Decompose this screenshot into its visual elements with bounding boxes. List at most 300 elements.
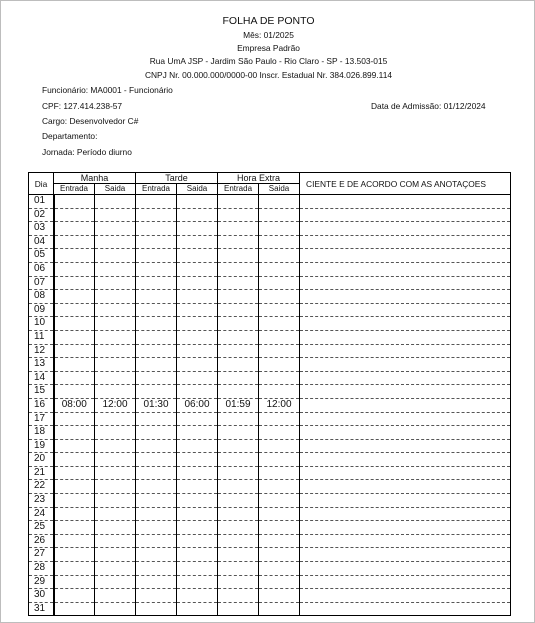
employee-schedule: Jornada: Período diurno (42, 147, 132, 157)
acknowledgement-cell (300, 276, 511, 290)
acknowledgement-cell (300, 195, 511, 209)
afternoon-saida-cell (177, 276, 218, 290)
overtime-saida-cell (259, 534, 300, 548)
table-row (29, 562, 511, 576)
table-row (29, 439, 511, 453)
overtime-entrada-cell (218, 548, 259, 562)
afternoon-saida-cell (177, 453, 218, 467)
morning-entrada-header: Entrada (54, 184, 95, 195)
afternoon-saida-cell (177, 195, 218, 209)
afternoon-entrada-cell (136, 262, 177, 276)
day-cell: 12 (29, 344, 54, 358)
day-cell: 21 (29, 466, 54, 480)
morning-saida-cell (95, 466, 136, 480)
table-row (29, 262, 511, 276)
day-cell: 29 (29, 575, 54, 589)
day-cell: 03 (29, 222, 54, 236)
document-title: FOLHA DE PONTO (222, 15, 315, 27)
day-cell: 18 (29, 426, 54, 440)
table-row (29, 602, 511, 616)
acknowledgement-cell (300, 602, 511, 616)
day-cell: 14 (29, 371, 54, 385)
afternoon-entrada-cell (136, 575, 177, 589)
morning-entrada-cell (54, 222, 95, 236)
afternoon-saida-cell (177, 344, 218, 358)
overtime-entrada-cell (218, 507, 259, 521)
acknowledgement-cell (300, 575, 511, 589)
day-column-header: Dia (29, 173, 54, 195)
acknowledgement-cell (300, 562, 511, 576)
overtime-saida-cell (259, 317, 300, 331)
morning-saida-cell (95, 222, 136, 236)
table-row (29, 317, 511, 331)
day-cell: 16 (29, 398, 54, 412)
morning-entrada-cell (54, 507, 95, 521)
overtime-entrada-cell (218, 412, 259, 426)
acknowledgement-cell (300, 262, 511, 276)
afternoon-saida-cell (177, 534, 218, 548)
morning-entrada-cell (54, 195, 95, 209)
afternoon-saida-cell (177, 466, 218, 480)
morning-saida-cell (95, 534, 136, 548)
overtime-saida-cell (259, 290, 300, 304)
morning-entrada-cell (54, 494, 95, 508)
afternoon-entrada-cell (136, 290, 177, 304)
acknowledgement-cell (300, 385, 511, 399)
afternoon-entrada-cell: 01:30 (136, 398, 177, 412)
morning-entrada-cell (54, 466, 95, 480)
overtime-saida-cell (259, 276, 300, 290)
acknowledgement-cell (300, 235, 511, 249)
afternoon-entrada-cell (136, 466, 177, 480)
overtime-entrada-cell (218, 330, 259, 344)
overtime-saida-cell (259, 412, 300, 426)
day-cell: 01 (29, 195, 54, 209)
overtime-entrada-cell (218, 521, 259, 535)
day-cell: 31 (29, 602, 54, 616)
afternoon-saida-cell (177, 358, 218, 372)
overtime-entrada-cell (218, 466, 259, 480)
afternoon-saida-cell (177, 548, 218, 562)
acknowledgement-cell (300, 330, 511, 344)
afternoon-entrada-cell (136, 344, 177, 358)
morning-entrada-cell (54, 208, 95, 222)
afternoon-saida-cell (177, 385, 218, 399)
overtime-saida-cell (259, 371, 300, 385)
afternoon-saida-cell (177, 602, 218, 616)
table-row (29, 195, 511, 209)
afternoon-saida-cell (177, 426, 218, 440)
afternoon-entrada-cell (136, 412, 177, 426)
acknowledgement-cell (300, 398, 511, 412)
overtime-saida-cell (259, 507, 300, 521)
overtime-entrada-cell (218, 575, 259, 589)
overtime-saida-cell (259, 303, 300, 317)
afternoon-saida-cell (177, 412, 218, 426)
overtime-entrada-cell (218, 344, 259, 358)
afternoon-entrada-cell (136, 371, 177, 385)
day-cell: 30 (29, 589, 54, 603)
afternoon-saida-cell (177, 303, 218, 317)
afternoon-saida-cell (177, 235, 218, 249)
afternoon-entrada-cell (136, 480, 177, 494)
day-cell: 22 (29, 480, 54, 494)
morning-saida-cell (95, 317, 136, 331)
afternoon-saida-header: Saida (177, 184, 218, 195)
table-row (29, 521, 511, 535)
afternoon-entrada-cell (136, 534, 177, 548)
day-cell: 04 (29, 235, 54, 249)
day-cell: 23 (29, 494, 54, 508)
afternoon-entrada-cell (136, 453, 177, 467)
table-row (29, 507, 511, 521)
overtime-saida-cell (259, 575, 300, 589)
morning-saida-cell (95, 453, 136, 467)
acknowledgement-cell (300, 521, 511, 535)
morning-saida-cell (95, 507, 136, 521)
overtime-entrada-cell (218, 385, 259, 399)
morning-saida-cell (95, 358, 136, 372)
overtime-saida-cell (259, 344, 300, 358)
morning-entrada-cell (54, 317, 95, 331)
afternoon-entrada-cell (136, 235, 177, 249)
morning-entrada-cell (54, 344, 95, 358)
company-address: Rua UmA JSP - Jardim São Paulo - Rio Claro - SP - 13.503-015 (149, 56, 388, 66)
morning-entrada-cell (54, 534, 95, 548)
overtime-entrada-cell (218, 317, 259, 331)
overtime-saida-cell (259, 439, 300, 453)
afternoon-entrada-cell (136, 249, 177, 263)
morning-saida-cell (95, 575, 136, 589)
morning-entrada-cell (54, 602, 95, 616)
table-row (29, 385, 511, 399)
overtime-entrada-cell (218, 358, 259, 372)
company-registration: CNPJ Nr. 00.000.000/0000-00 Inscr. Estadual Nr. 384.026.899.114 (144, 70, 393, 80)
day-cell: 28 (29, 562, 54, 576)
table-row (29, 426, 511, 440)
overtime-saida-cell (259, 548, 300, 562)
afternoon-entrada-cell (136, 589, 177, 603)
overtime-entrada-header: Entrada (218, 184, 259, 195)
table-row (29, 494, 511, 508)
table-row (29, 466, 511, 480)
table-row (29, 575, 511, 589)
employee-cpf: CPF: 127.414.238-57 (42, 101, 123, 111)
afternoon-saida-cell (177, 330, 218, 344)
overtime-saida-cell (259, 235, 300, 249)
acknowledgement-header: CIENTE E DE ACORDO COM AS ANOTAÇOES (300, 173, 511, 195)
overtime-entrada-cell (218, 195, 259, 209)
acknowledgement-cell (300, 208, 511, 222)
table-row (29, 412, 511, 426)
morning-entrada-cell (54, 453, 95, 467)
overtime-saida-cell (259, 589, 300, 603)
morning-saida-cell: 12:00 (95, 398, 136, 412)
employee-department: Departamento: (42, 131, 98, 141)
acknowledgement-cell (300, 358, 511, 372)
table-row (29, 303, 511, 317)
acknowledgement-cell (300, 412, 511, 426)
morning-saida-cell (95, 208, 136, 222)
table-row (29, 276, 511, 290)
table-row (29, 589, 511, 603)
morning-saida-cell (95, 385, 136, 399)
afternoon-entrada-cell (136, 317, 177, 331)
morning-entrada-cell: 08:00 (54, 398, 95, 412)
overtime-entrada-cell (218, 480, 259, 494)
overtime-saida-cell (259, 262, 300, 276)
overtime-saida-cell (259, 480, 300, 494)
morning-entrada-cell (54, 276, 95, 290)
day-cell: 07 (29, 276, 54, 290)
afternoon-entrada-cell (136, 494, 177, 508)
overtime-entrada-cell (218, 589, 259, 603)
table-row (29, 358, 511, 372)
morning-group-header: Manha (54, 173, 136, 184)
morning-entrada-cell (54, 439, 95, 453)
afternoon-saida-cell (177, 575, 218, 589)
month-label: Mês: 01/2025 (243, 30, 294, 40)
day-cell: 09 (29, 303, 54, 317)
day-cell: 08 (29, 290, 54, 304)
day-cell: 15 (29, 385, 54, 399)
morning-saida-header: Saida (95, 184, 136, 195)
afternoon-saida-cell (177, 439, 218, 453)
employee-name: Funcionário: MA0001 - Funcionário (42, 85, 173, 95)
overtime-entrada-cell (218, 276, 259, 290)
employee-role: Cargo: Desenvolvedor C# (42, 116, 139, 126)
afternoon-saida-cell (177, 262, 218, 276)
afternoon-saida-cell (177, 494, 218, 508)
morning-saida-cell (95, 548, 136, 562)
overtime-entrada-cell (218, 371, 259, 385)
morning-saida-cell (95, 602, 136, 616)
acknowledgement-cell (300, 534, 511, 548)
acknowledgement-cell (300, 548, 511, 562)
acknowledgement-cell (300, 589, 511, 603)
table-row (29, 548, 511, 562)
afternoon-entrada-cell (136, 222, 177, 236)
acknowledgement-cell (300, 290, 511, 304)
acknowledgement-cell (300, 249, 511, 263)
afternoon-entrada-cell (136, 562, 177, 576)
afternoon-entrada-cell (136, 330, 177, 344)
acknowledgement-cell (300, 439, 511, 453)
overtime-saida-cell (259, 494, 300, 508)
morning-entrada-cell (54, 562, 95, 576)
afternoon-saida-cell (177, 371, 218, 385)
overtime-entrada-cell (218, 494, 259, 508)
morning-entrada-cell (54, 548, 95, 562)
day-cell: 26 (29, 534, 54, 548)
morning-saida-cell (95, 480, 136, 494)
afternoon-entrada-cell (136, 208, 177, 222)
overtime-saida-cell (259, 208, 300, 222)
afternoon-entrada-cell (136, 426, 177, 440)
afternoon-group-header: Tarde (136, 173, 218, 184)
overtime-saida-cell (259, 222, 300, 236)
overtime-entrada-cell (218, 249, 259, 263)
morning-entrada-cell (54, 235, 95, 249)
table-row (29, 344, 511, 358)
table-row (29, 208, 511, 222)
day-cell: 10 (29, 317, 54, 331)
afternoon-entrada-header: Entrada (136, 184, 177, 195)
afternoon-entrada-cell (136, 439, 177, 453)
morning-entrada-cell (54, 521, 95, 535)
morning-entrada-cell (54, 385, 95, 399)
acknowledgement-cell (300, 507, 511, 521)
table-row (29, 534, 511, 548)
afternoon-saida-cell (177, 317, 218, 331)
acknowledgement-cell (300, 222, 511, 236)
morning-saida-cell (95, 562, 136, 576)
afternoon-entrada-cell (136, 195, 177, 209)
morning-saida-cell (95, 521, 136, 535)
day-cell: 05 (29, 249, 54, 263)
morning-saida-cell (95, 494, 136, 508)
overtime-saida-cell (259, 385, 300, 399)
afternoon-entrada-cell (136, 385, 177, 399)
acknowledgement-cell (300, 371, 511, 385)
day-cell: 25 (29, 521, 54, 535)
overtime-entrada-cell (218, 303, 259, 317)
morning-entrada-cell (54, 589, 95, 603)
morning-entrada-cell (54, 330, 95, 344)
overtime-saida-cell (259, 249, 300, 263)
overtime-entrada-cell (218, 534, 259, 548)
afternoon-saida-cell (177, 480, 218, 494)
morning-entrada-cell (54, 480, 95, 494)
morning-saida-cell (95, 589, 136, 603)
overtime-entrada-cell (218, 222, 259, 236)
afternoon-saida-cell (177, 521, 218, 535)
timesheet-table (28, 172, 511, 616)
table-row (29, 235, 511, 249)
overtime-saida-cell (259, 521, 300, 535)
overtime-saida-cell (259, 466, 300, 480)
morning-entrada-cell (54, 262, 95, 276)
morning-saida-cell (95, 262, 136, 276)
acknowledgement-cell (300, 480, 511, 494)
day-cell: 19 (29, 439, 54, 453)
overtime-entrada-cell (218, 602, 259, 616)
admission-date: Data de Admissão: 01/12/2024 (371, 101, 486, 111)
day-cell: 11 (29, 330, 54, 344)
morning-saida-cell (95, 249, 136, 263)
morning-saida-cell (95, 344, 136, 358)
morning-entrada-cell (54, 358, 95, 372)
afternoon-entrada-cell (136, 548, 177, 562)
afternoon-entrada-cell (136, 303, 177, 317)
afternoon-saida-cell (177, 290, 218, 304)
afternoon-saida-cell (177, 507, 218, 521)
morning-entrada-cell (54, 303, 95, 317)
overtime-saida-cell (259, 562, 300, 576)
morning-saida-cell (95, 290, 136, 304)
morning-entrada-cell (54, 371, 95, 385)
table-row (29, 398, 511, 412)
overtime-entrada-cell (218, 235, 259, 249)
overtime-entrada-cell (218, 290, 259, 304)
overtime-group-header: Hora Extra (218, 173, 300, 184)
acknowledgement-cell (300, 317, 511, 331)
acknowledgement-cell (300, 466, 511, 480)
company-name: Empresa Padrão (237, 43, 300, 53)
morning-saida-cell (95, 426, 136, 440)
afternoon-entrada-cell (136, 358, 177, 372)
overtime-entrada-cell: 01:59 (218, 398, 259, 412)
acknowledgement-cell (300, 453, 511, 467)
overtime-entrada-cell (218, 262, 259, 276)
day-cell: 13 (29, 358, 54, 372)
day-cell: 02 (29, 208, 54, 222)
overtime-saida-cell (259, 453, 300, 467)
morning-entrada-cell (54, 249, 95, 263)
day-cell: 17 (29, 412, 54, 426)
table-row (29, 330, 511, 344)
afternoon-saida-cell (177, 562, 218, 576)
table-row (29, 480, 511, 494)
overtime-saida-cell (259, 602, 300, 616)
morning-entrada-cell (54, 412, 95, 426)
morning-saida-cell (95, 412, 136, 426)
morning-saida-cell (95, 195, 136, 209)
morning-saida-cell (95, 439, 136, 453)
morning-entrada-cell (54, 575, 95, 589)
table-row (29, 371, 511, 385)
afternoon-entrada-cell (136, 507, 177, 521)
morning-saida-cell (95, 371, 136, 385)
overtime-saida-cell (259, 330, 300, 344)
timesheet-body (29, 195, 511, 616)
table-row (29, 290, 511, 304)
overtime-saida-cell (259, 426, 300, 440)
morning-saida-cell (95, 330, 136, 344)
acknowledgement-cell (300, 303, 511, 317)
overtime-entrada-cell (218, 426, 259, 440)
afternoon-saida-cell (177, 222, 218, 236)
overtime-entrada-cell (218, 453, 259, 467)
morning-saida-cell (95, 235, 136, 249)
acknowledgement-cell (300, 426, 511, 440)
overtime-entrada-cell (218, 208, 259, 222)
table-row (29, 222, 511, 236)
afternoon-entrada-cell (136, 276, 177, 290)
overtime-saida-cell (259, 358, 300, 372)
morning-entrada-cell (54, 290, 95, 304)
table-row (29, 453, 511, 467)
day-cell: 27 (29, 548, 54, 562)
day-cell: 06 (29, 262, 54, 276)
afternoon-saida-cell (177, 208, 218, 222)
afternoon-saida-cell (177, 249, 218, 263)
overtime-saida-cell (259, 195, 300, 209)
afternoon-entrada-cell (136, 602, 177, 616)
overtime-saida-cell: 12:00 (259, 398, 300, 412)
acknowledgement-cell (300, 494, 511, 508)
afternoon-saida-cell (177, 589, 218, 603)
acknowledgement-cell (300, 344, 511, 358)
table-row (29, 249, 511, 263)
afternoon-entrada-cell (136, 521, 177, 535)
overtime-entrada-cell (218, 439, 259, 453)
morning-entrada-cell (54, 426, 95, 440)
morning-saida-cell (95, 303, 136, 317)
day-cell: 24 (29, 507, 54, 521)
overtime-saida-header: Saida (259, 184, 300, 195)
overtime-entrada-cell (218, 562, 259, 576)
